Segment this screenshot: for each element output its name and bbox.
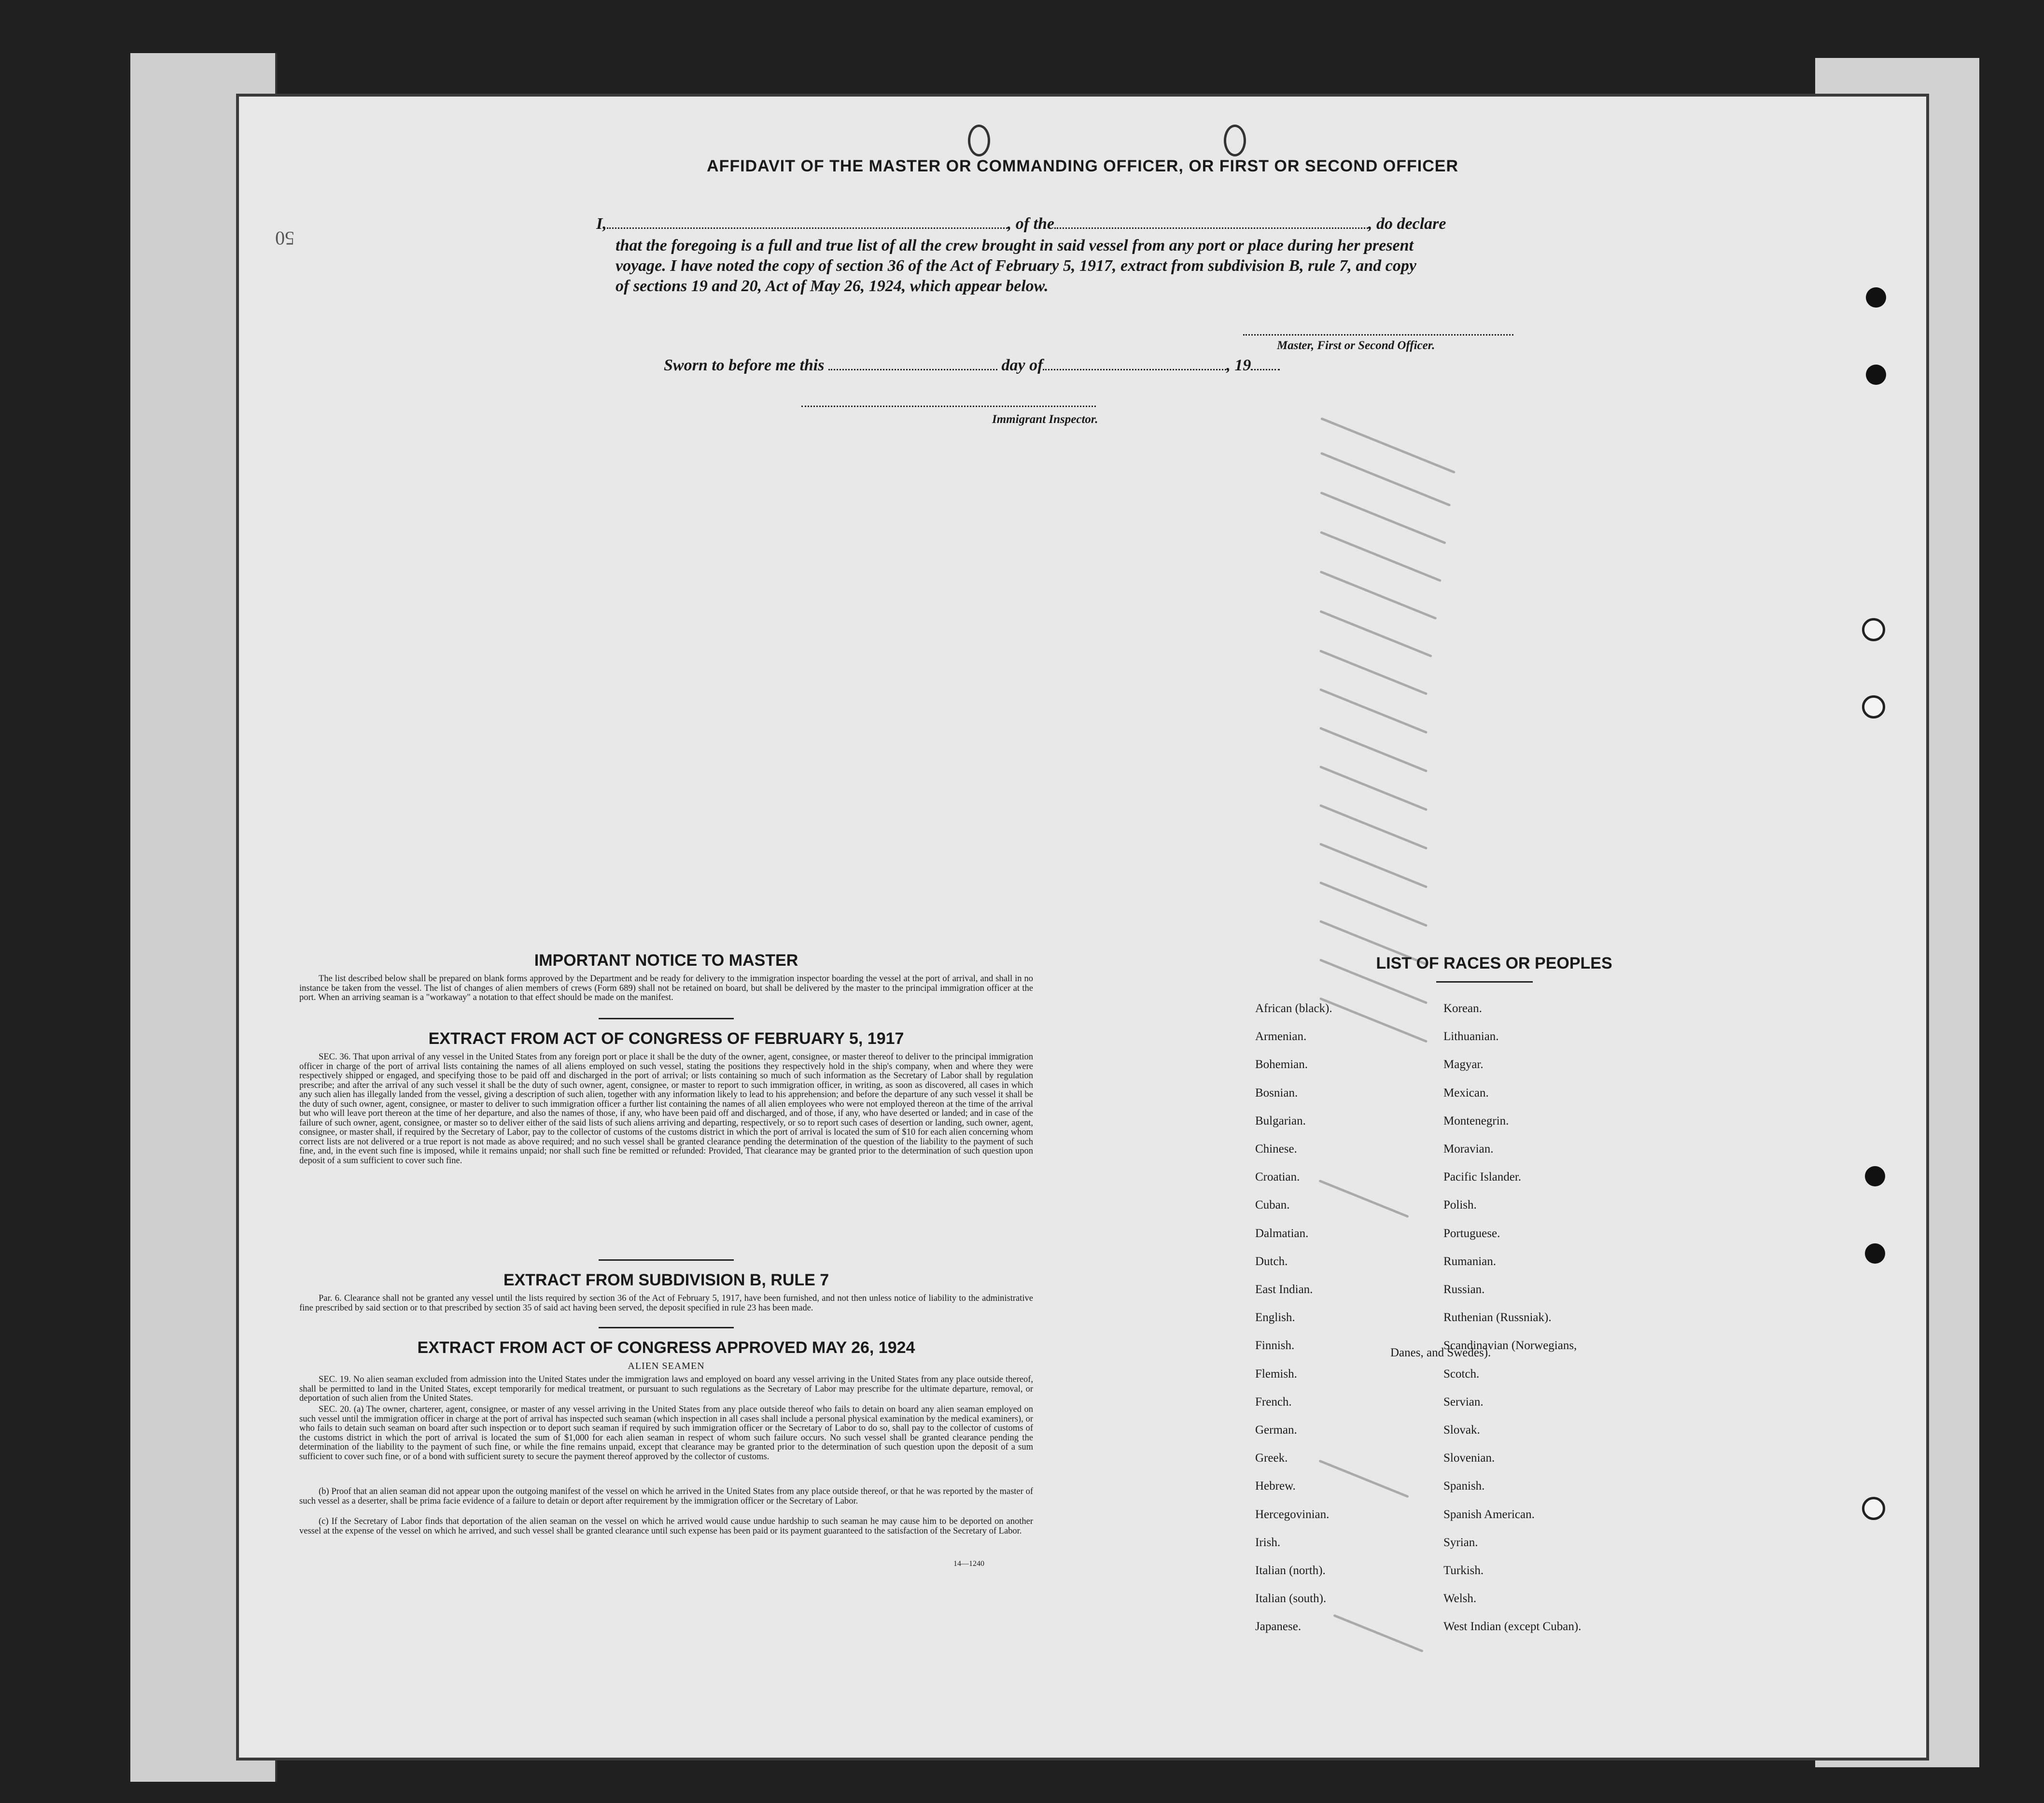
pencil-mark (1319, 804, 1428, 850)
race-item: Italian (south). (1255, 1592, 1327, 1606)
race-item: Spanish American. (1443, 1507, 1535, 1521)
race-item: Korean. (1443, 1002, 1482, 1015)
race-item: Syrian. (1443, 1535, 1478, 1549)
race-item: Servian. (1443, 1395, 1484, 1409)
punch-hole-icon (1866, 365, 1886, 385)
punch-hole-icon (1862, 695, 1885, 718)
extract-1924-sec20b: (b) Proof that an alien seaman did not appear upon the outgoing manifest of the vessel on which he arrived in the United States from any place outside thereof, or that he was reported by the master of such vessel as a deserter, shall be prima facie evidence of a failure to detain or deport after requirement by the immigration officer or the Secretary of Labor. (299, 1487, 1033, 1506)
extract-1924-subtitle: ALIEN SEAMEN (628, 1361, 705, 1371)
race-item: Welsh. (1443, 1592, 1477, 1606)
race-item: Bulgarian. (1255, 1114, 1306, 1127)
extract-1924-sec20a: SEC. 20. (a) The owner, charterer, agent, consignee, or master of any vessel arriving in the United States from any place outside thereof who fails to detain on board any alien seaman employed on such vessel until the immigration officer in charge at the port of arrival has inspected such seaman (which inspection in all cases shall include a personal physical examination by the medical examiners), or who fails to detain such seaman on board after such inspection or to deport such seaman if required by such immigration officer or the Secretary of Labor to do so, shall pay to the collector of customs of the customs district in which the port of arrival is located the sum of $1,000 for each alien seaman in respect of whom such failure occurs. No such vessel shall be granted clearance pending the determination of the liability to the payment of such fine, or while the fine remains unpaid, except that clearance may be granted prior to the determination of such question upon the deposit of a sum sufficient to cover such fine, or of a bond with sufficient surety to secure the payment thereof approved by the collector of customs. (299, 1405, 1033, 1462)
race-item: Slovak. (1443, 1423, 1480, 1437)
race-item: Finnish. (1255, 1339, 1295, 1352)
inspector-signature-line (801, 406, 1096, 407)
race-item: East Indian. (1255, 1283, 1313, 1296)
extract-1924-sec19: SEC. 19. No alien seaman excluded from admission into the United States under the immigration laws and employed on board any vessel arriving in the United States from any place outside thereof, shall be permitted to land in the United States, except temporarily for medical treatment, or pursuant to such regulations as the Secretary of Labor may prescribe for the ultimate departure, removal, or deportation of such alien from the United States. (299, 1375, 1033, 1403)
notice-title: IMPORTANT NOTICE TO MASTER (534, 951, 798, 970)
race-item: Flemish. (1255, 1367, 1297, 1380)
race-item: Scandinavian (Norwegians, (1443, 1339, 1577, 1352)
race-item: Portuguese. (1443, 1226, 1500, 1240)
pencil-mark (1320, 570, 1437, 620)
binder-hole-icon (1224, 125, 1246, 156)
pencil-mark (1319, 688, 1428, 734)
pencil-mark (1319, 881, 1428, 927)
pencil-mark (1320, 531, 1442, 582)
divider (599, 1018, 734, 1019)
punch-hole-icon (1862, 618, 1885, 641)
race-item: Croatian. (1255, 1170, 1300, 1184)
race-item: Hebrew. (1255, 1479, 1296, 1493)
race-item: Greek. (1255, 1451, 1288, 1465)
affidavit-text-line: of sections 19 and 20, Act of May 26, 1924, which appear below. (616, 277, 1049, 295)
affidavit-page (239, 97, 1926, 1758)
divider (599, 1259, 734, 1261)
race-item: Lithuanian. (1443, 1030, 1499, 1043)
sworn-line: Sworn to before me this day of , 19 (664, 356, 1280, 375)
inspector-signature-caption: Immigrant Inspector. (992, 413, 1098, 426)
extract-1917-title: EXTRACT FROM ACT OF CONGRESS OF FEBRUARY 5, 1917 (428, 1029, 904, 1048)
race-item: Magyar. (1443, 1058, 1484, 1071)
pencil-mark (1320, 492, 1446, 545)
master-signature-line (1243, 334, 1513, 336)
races-title: LIST OF RACES OR PEOPLES (1376, 954, 1612, 972)
extract-rule7-title: EXTRACT FROM SUBDIVISION B, RULE 7 (503, 1271, 829, 1289)
race-item: Scotch. (1443, 1367, 1480, 1380)
margin-stamp: 50 (275, 227, 294, 249)
pencil-mark (1319, 997, 1428, 1043)
page-title: AFFIDAVIT OF THE MASTER OR COMMANDING OFFICER, OR FIRST OR SECOND OFFICER (707, 157, 1458, 175)
pencil-mark (1319, 649, 1428, 695)
pencil-mark (1319, 843, 1428, 888)
race-item: Chinese. (1255, 1142, 1297, 1155)
race-item: Russian. (1443, 1283, 1485, 1296)
race-item: West Indian (except Cuban). (1443, 1620, 1582, 1634)
divider (599, 1327, 734, 1328)
race-item: German. (1255, 1423, 1297, 1437)
extract-1924-title: EXTRACT FROM ACT OF CONGRESS APPROVED MAY 26, 1924 (417, 1338, 915, 1357)
race-item: Hercegovinian. (1255, 1507, 1330, 1521)
race-item: Italian (north). (1255, 1564, 1326, 1577)
race-item: Moravian. (1443, 1142, 1494, 1155)
affidavit-text-line: voyage. I have noted the copy of section 36 of the Act of February 5, 1917, extract from subdivision B, rule 7, and copy (616, 257, 1416, 275)
race-item: Dalmatian. (1255, 1226, 1309, 1240)
race-item: Spanish. (1443, 1479, 1485, 1493)
race-item: Cuban. (1255, 1198, 1290, 1212)
race-item: Montenegrin. (1443, 1114, 1509, 1127)
extract-rule7-body: Par. 6. Clearance shall not be granted any vessel until the lists required by section 36 of the Act of February 5, 1917, have been furnished, and not then unless notice of liability to the administrative fine prescribed by said section or to that prescribed by section 35 of said act having been served, the deposit specified in rule 23 has been made. (299, 1294, 1033, 1313)
form-number: 14—1240 (953, 1560, 984, 1568)
extract-1924-sec20c: (c) If the Secretary of Labor finds that deportation of the alien seaman on the vessel on which he arrived would cause undue hardship to such seaman he may cause him to be deported on another vessel at the expense of the vessel on which he arrived, and such vessel shall be granted clearance until such expense has been paid or its payment guaranteed to the satisfaction of the Secretary of Labor. (299, 1517, 1033, 1536)
race-item: French. (1255, 1395, 1292, 1409)
punch-hole-icon (1865, 1166, 1885, 1186)
race-item: Pacific Islander. (1443, 1170, 1522, 1184)
divider (1436, 981, 1533, 983)
race-item: Ruthenian (Russniak). (1443, 1311, 1552, 1324)
pencil-mark (1318, 1460, 1409, 1498)
pencil-mark (1319, 765, 1428, 811)
affidavit-declarant-line: I, , of the , do declare (596, 215, 1446, 233)
race-item: Dutch. (1255, 1254, 1288, 1268)
punch-hole-icon (1862, 1497, 1885, 1520)
master-signature-caption: Master, First or Second Officer. (1277, 339, 1435, 352)
pencil-mark (1318, 1180, 1409, 1218)
race-item: Bosnian. (1255, 1086, 1298, 1099)
race-item: Bohemian. (1255, 1058, 1308, 1071)
punch-hole-icon (1865, 1243, 1885, 1264)
pencil-mark (1333, 1614, 1423, 1653)
pencil-mark (1319, 727, 1428, 773)
race-item-continuation: Danes, and Swedes). (1390, 1346, 1491, 1359)
notice-body: The list described below shall be prepared on blank forms approved by the Department and be ready for delivery to the immigration inspector boarding the vessel at the port of arrival, and shall in no instance be taken from the vessel. The list of changes of alien members of crews (Form 689) shall not be retained on board, but shall be delivered by the master to the principal immigration officer at the port. When an arriving seaman is a "workaway" a notation to that effect should be made on the manifest. (299, 974, 1033, 1002)
race-item: Polish. (1443, 1198, 1477, 1212)
race-item: Japanese. (1255, 1620, 1302, 1634)
punch-hole-icon (1866, 287, 1886, 308)
race-item: Slovenian. (1443, 1451, 1495, 1465)
binder-hole-icon (968, 125, 990, 156)
pencil-mark (1320, 417, 1456, 474)
pencil-mark (1320, 452, 1451, 507)
race-item: African (black). (1255, 1002, 1332, 1015)
race-item: Irish. (1255, 1535, 1281, 1549)
pencil-mark (1319, 610, 1432, 657)
race-item: Rumanian. (1443, 1254, 1497, 1268)
race-item: Turkish. (1443, 1564, 1484, 1577)
race-item: Armenian. (1255, 1030, 1307, 1043)
extract-1917-body: SEC. 36. That upon arrival of any vessel in the United States from any foreign port or place it shall be the duty of the owner, agent, consignee, or master thereof to deliver to the principal immigration officer in charge of the port of arrival lists containing the names of all aliens employed on such vessel, stating the positions they respectively hold in the ship's company, when and where they were respectively shipped or engaged, and specifying those to be paid off and discharged in the port of arrival; or lists containing so much of such information as the Secretary of Labor shall by regulation prescribe; and after the arrival of any such vessel it shall be the duty of such owner, agent, consignee, or master to report to such immigration officer, in writing, as soon as discovered, all cases in which any such alien has illegally landed from the vessel, giving a description of such alien, together with any information likely to lead to his apprehension; and before the departure of any such vessel it shall be the duty of such owner, agent, consignee, or master to deliver to such immigration officer a further list containing the names of all alien employees who were not employed thereon at the time of the arrival but who will leave port thereon at the time of her departure, and also the names of those, if any, who have been paid off and discharged, and of those, if any, who have deserted or landed; and in case of the failure of such owner, agent, consignee, or master so to deliver either of the said lists of such aliens arriving and departing, respectively, or so to report such cases of desertion or landing, such owner, agent, consignee, or master shall, if required by the Secretary of Labor, pay to the collector of customs of the customs district in which the port of arrival is located the sum of $10 for each alien concerning whom correct lists are not delivered or a true report is not made as above required; and no such vessel shall be granted clearance pending the determination of the question of the liability to the payment of such fine, and, in the event such fine is imposed, while it remains unpaid; nor shall such fine be remitted or refunded: Provided, That clearance may be granted prior to the determination of such question upon deposit of a sum sufficient to cover such fine. (299, 1052, 1033, 1166)
affidavit-text-line: that the foregoing is a full and true list of all the crew brought in said vessel from any port or place during her present (616, 237, 1414, 254)
race-item: English. (1255, 1311, 1295, 1324)
race-item: Mexican. (1443, 1086, 1489, 1099)
